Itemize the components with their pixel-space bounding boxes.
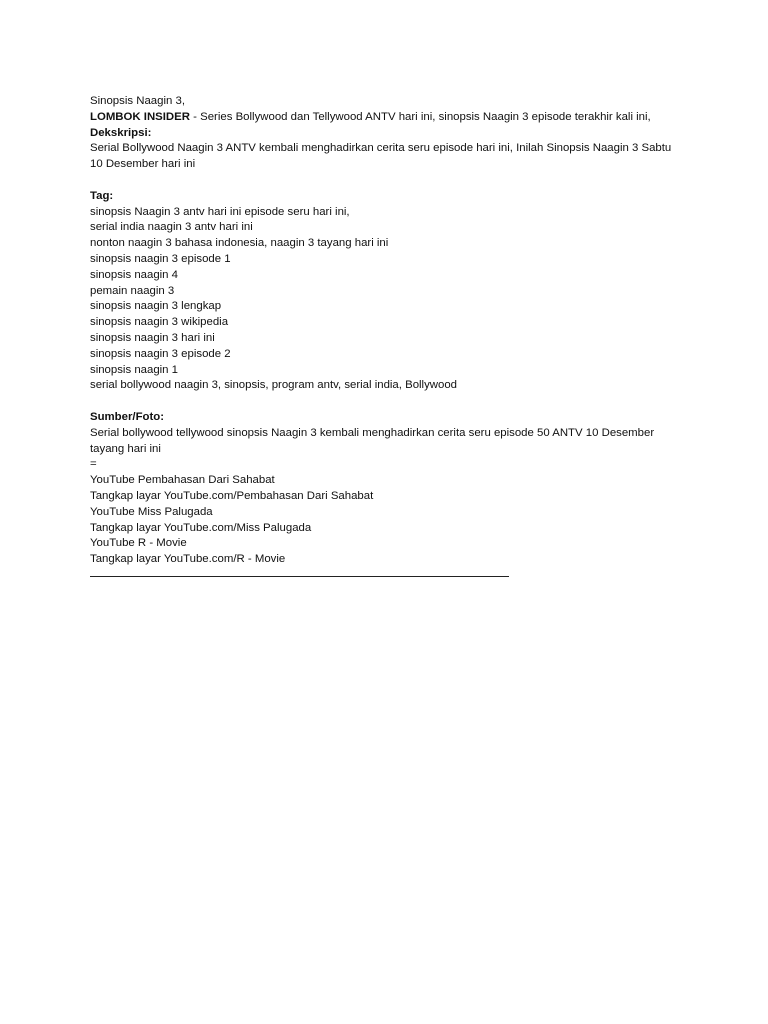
brand-line	[90, 110, 690, 126]
credit-item: YouTube Miss Palugada	[90, 505, 213, 518]
credit-item: Tangkap layar YouTube.com/Pembahasan Dari Sahabat	[90, 489, 374, 502]
tag-item: sinopsis naagin 1	[90, 363, 179, 376]
tag-item: sinopsis naagin 3 episode 1	[90, 252, 231, 265]
separator-symbol: =	[90, 458, 97, 471]
tag-item: sinopsis naagin 4	[90, 268, 179, 281]
spacer	[90, 173, 690, 189]
tag-item: serial bollywood naagin 3, sinopsis, program antv, serial india, Bollywood	[90, 379, 458, 392]
tag-item: sinopsis naagin 3 lengkap	[90, 300, 222, 313]
spacer	[90, 394, 690, 410]
credit-item: YouTube Pembahasan Dari Sahabat	[90, 474, 275, 487]
source-heading: Sumber/Foto:	[90, 410, 165, 423]
brand-name: LOMBOK INSIDER	[90, 110, 190, 123]
tag-item: sinopsis naagin 3 wikipedia	[90, 316, 229, 329]
tag-item: sinopsis naagin 3 hari ini	[90, 331, 215, 344]
title-line: Sinopsis Naagin 3,	[90, 95, 185, 107]
credit-item: Tangkap layar YouTube.com/R - Movie	[90, 553, 286, 566]
tag-list	[90, 205, 690, 395]
tag-item: sinopsis Naagin 3 antv hari ini episode seru hari ini,	[90, 205, 350, 218]
horizontal-rule	[90, 569, 509, 577]
tag-item: serial india naagin 3 antv hari ini	[90, 221, 253, 234]
tag-item: nonton naagin 3 bahasa indonesia, naagin 3 tayang hari ini	[90, 237, 389, 250]
description-heading: Dekskripsi:	[90, 126, 152, 139]
source-text: Serial bollywood tellywood sinopsis Naagin 3 kembali menghadirkan cerita seru episode 50 ANTV 10 Desember tayang hari ini	[90, 426, 655, 455]
credit-item: Tangkap layar YouTube.com/Miss Palugada	[90, 521, 312, 534]
tag-item: pemain naagin 3	[90, 284, 175, 297]
description-text: Serial Bollywood Naagin 3 ANTV kembali menghadirkan cerita seru episode hari ini, Inilah Sinopsis Naagin 3 Sabtu 10 Desember hari ini	[90, 142, 672, 171]
brand-description: - Series Bollywood dan Tellywood ANTV hari ini, sinopsis Naagin 3 episode terakhir kali ini,	[190, 110, 651, 123]
tag-item: sinopsis naagin 3 episode 2	[90, 347, 231, 360]
credit-item: YouTube R - Movie	[90, 537, 187, 550]
tags-heading: Tag:	[90, 189, 114, 202]
credit-list	[90, 473, 690, 568]
document-page	[90, 94, 690, 577]
